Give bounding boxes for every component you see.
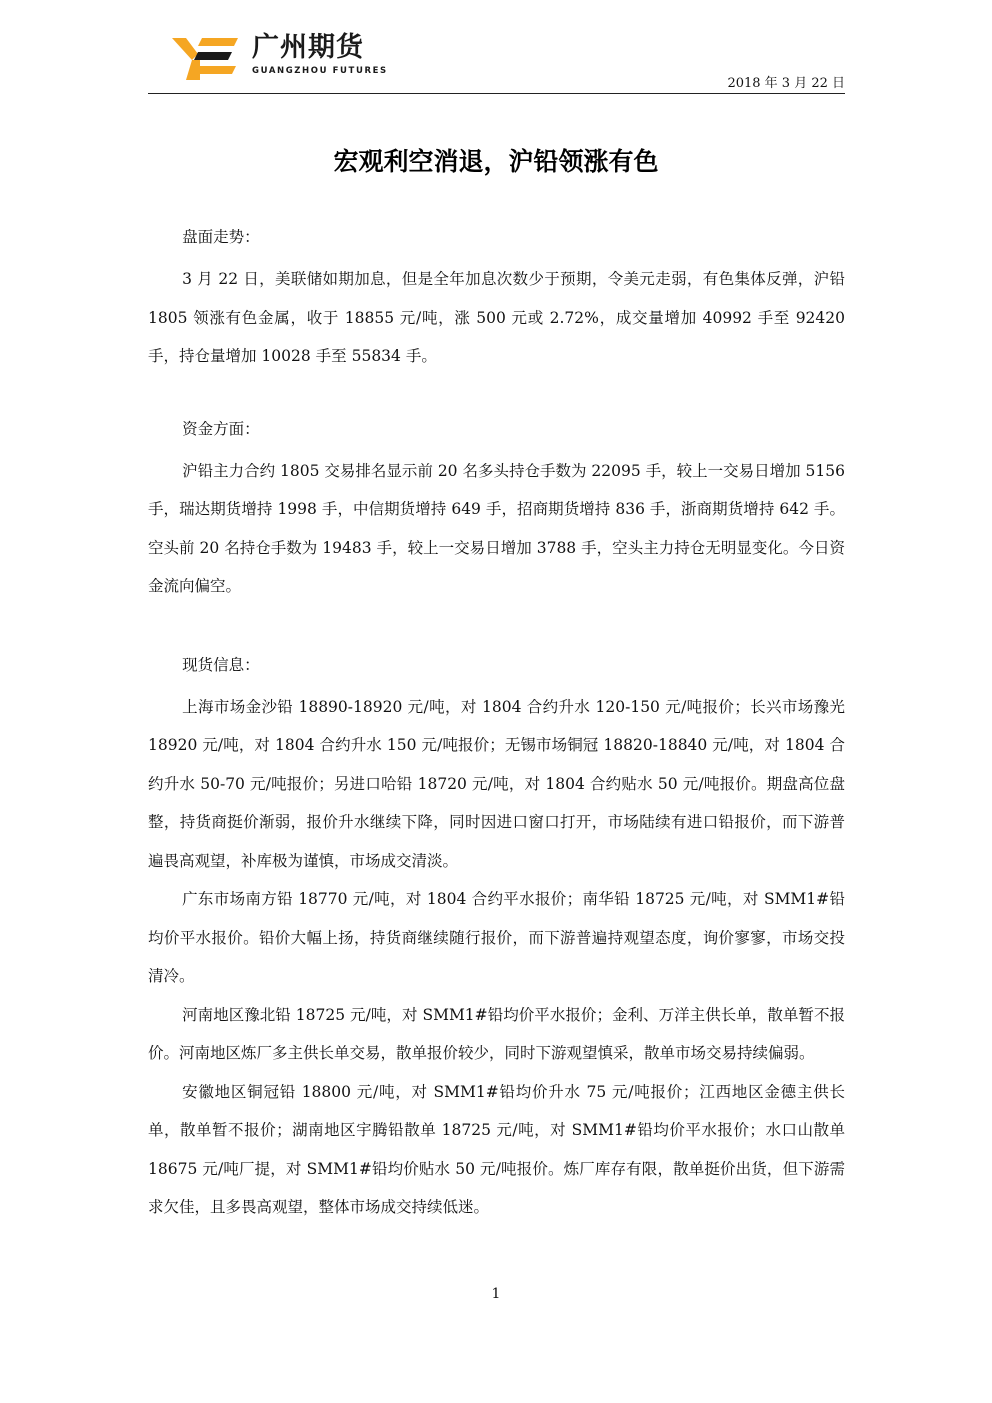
section-funds (148, 416, 845, 606)
paragraph: 安徽地区铜冠铅 18800 元/吨，对 SMM1#铅均价升水 75 元/吨报价；江西地区金德主供长单，散单暂不报价；湖南地区宇腾铅散单 18725 元/吨，对 SMM1#铅均价平水报价；水口山散单 18675 元/吨厂提，对 SMM1#铅均价贴水 50 元/吨报价。炼厂库存有限，散单挺价出货，但下游需求欠佳，且多畏高观望，整体市场成交持续低迷。 (148, 1082, 845, 1216)
report-title: 宏观利空消退，沪铅领涨有色 (333, 147, 659, 176)
section-heading: 现货信息： (182, 655, 260, 674)
paragraph: 沪铅主力合约 1805 交易排名显示前 20 名多头持仓手数为 22095 手，较上一交易日增加 5156 手，瑞达期货增持 1998 手，中信期货增持 649 手，招商期货增持 836 手，浙商期货增持 642 手。空头前 20 名持仓手数为 19483 手，较上一交易日增加 3788 手，空头主力持仓无明显变化。今日资金流向偏空。 (148, 461, 846, 595)
section-spacer (148, 606, 845, 652)
paragraph: 上海市场金沙铅 18890-18920 元/吨，对 1804 合约升水 120-150 元/吨报价；长兴市场豫光 18920 元/吨，对 1804 合约升水 150 元/吨报价；无锡市场铜冠 18820-18840 元/吨，对 1804 合约升水 50-70 元/吨报价；另进口哈铅 18720 元/吨，对 1804 合约贴水 50 元/吨报价。期盘高位盘整，持货商挺价渐弱，报价升水继续下降，同时因进口窗口打开，市场陆续有进口铅报价，而下游普遍畏高观望，补库极为谨慎，市场成交清淡。 (148, 697, 845, 870)
section-heading: 盘面走势： (182, 228, 260, 246)
section-spacer (148, 376, 845, 416)
section-spot-info (148, 652, 845, 1227)
section-heading: 资金方面： (182, 419, 260, 438)
company-name-en: GUANGZHOU FUTURES (252, 66, 388, 76)
header-divider (148, 93, 845, 94)
paragraph: 河南地区豫北铅 18725 元/吨，对 SMM1#铅均价平水报价；金利、万洋主供长单，散单暂不报价。河南地区炼厂多主供长单交易，散单报价较少，同时下游观望慎采，散单市场交易持续偏弱。 (148, 1005, 845, 1062)
company-name-cn: 广州期货 (252, 32, 364, 63)
report-date: 2018 年 3 月 22 日 (727, 76, 845, 91)
report-body (148, 224, 845, 1227)
guangzhou-futures-logo-icon (172, 38, 240, 80)
page-number: 1 (491, 1286, 501, 1302)
section-market-trend (148, 224, 845, 376)
paragraph: 广东市场南方铅 18770 元/吨，对 1804 合约平水报价；南华铅 18725 元/吨，对 SMM1#铅均价平水报价。铅价大幅上扬，持货商继续随行报价，而下游普遍持观望态度，询价寥寥，市场交投清冷。 (148, 890, 845, 985)
paragraph: 3 月 22 日，美联储如期加息，但是全年加息次数少于预期，令美元走弱，有色集体反弹，沪铅 1805 领涨有色金属，收于 18855 元/吨，涨 500 元或 2.72%，成交量增加 40992 手至 92420 手，持仓量增加 10028 手至 55834 手。 (148, 270, 845, 365)
page-header (148, 30, 845, 92)
